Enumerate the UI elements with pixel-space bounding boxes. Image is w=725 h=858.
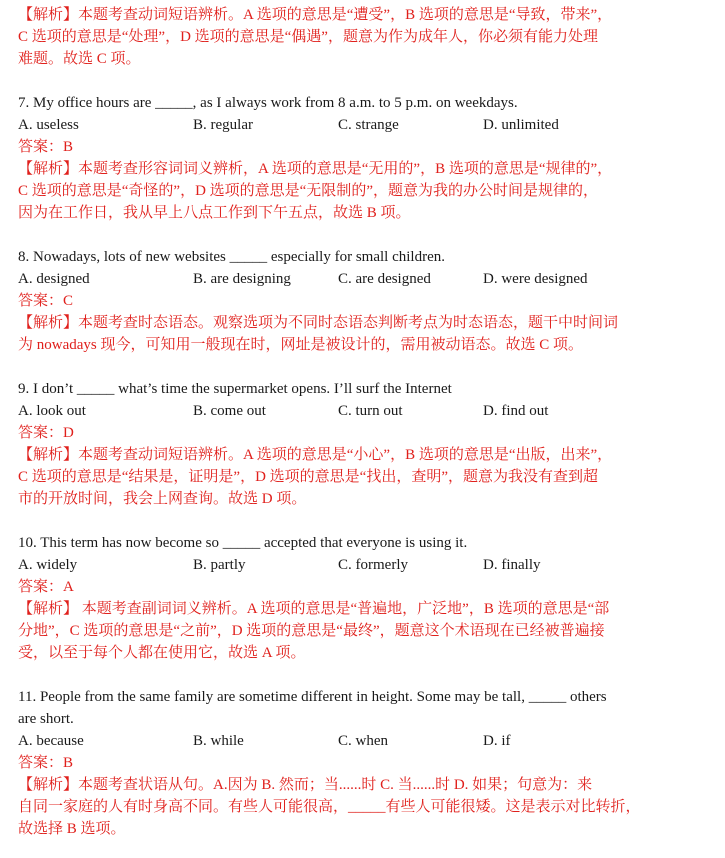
option-b: B. while — [193, 733, 244, 749]
option-a: A. useless — [18, 117, 79, 133]
answer-line: 答案：A — [18, 579, 74, 595]
option-b: B. partly — [193, 557, 246, 573]
options-row — [18, 730, 708, 752]
analysis-line: 分地”，C 选项的意思是“之前”，D 选项的意思是“最终”，题意这个术语现在已经被普遍接 — [18, 623, 605, 639]
option-d: D. finally — [483, 557, 541, 573]
analysis-line: 受，以至于每个人都在使用它，故选 A 项。 — [18, 645, 306, 661]
question-stem: 11. People from the same family are sometime different in height. Some may be tall, _____ others — [18, 689, 607, 705]
worksheet-page — [18, 4, 708, 840]
question-stem: 7. My office hours are _____, as I always work from 8 a.m. to 5 p.m. on weekdays. — [18, 95, 518, 111]
option-d: D. were designed — [483, 271, 588, 287]
analysis-line: 为 nowadays 现今，可知用一般现在时，网址是被设计的，需用被动语态。故选 C 项。 — [18, 337, 583, 353]
answer-line: 答案：B — [18, 139, 74, 155]
option-a: A. look out — [18, 403, 86, 419]
analysis-line: 【解析】本题考查形容词词义辨析，A 选项的意思是“无用的”，B 选项的意思是“规律的”， — [18, 161, 613, 177]
question-10 — [18, 532, 708, 664]
question-7 — [18, 92, 708, 224]
options-row — [18, 400, 708, 422]
analysis-line: C 选项的意思是“处理”，D 选项的意思是“偶遇”，题意为作为成年人，你必须有能力处理 — [18, 29, 598, 45]
analysis-line: 【解析】本题考查时态语态。观察选项为不同时态语态判断考点为时态语态，题干中时间词 — [18, 315, 619, 331]
answer-line: 答案：B — [18, 755, 74, 771]
option-c: C. strange — [338, 117, 399, 133]
option-c: C. are designed — [338, 271, 431, 287]
question-stem: 9. I don’t _____ what’s time the supermarket opens. I’ll surf the Internet — [18, 381, 452, 397]
option-d: D. if — [483, 733, 511, 749]
analysis-line: 市的开放时间，我会上网查询。故选 D 项。 — [18, 491, 307, 507]
option-c: C. when — [338, 733, 388, 749]
analysis-line: 故选择 B 选项。 — [18, 821, 126, 837]
analysis-line: C 选项的意思是“奇怪的”，D 选项的意思是“无限制的”，题意为我的办公时间是规律的， — [18, 183, 598, 199]
prev-analysis — [18, 4, 708, 70]
option-d: D. find out — [483, 403, 549, 419]
question-stem: 10. This term has now become so _____ accepted that everyone is using it. — [18, 535, 468, 551]
option-c: C. turn out — [338, 403, 403, 419]
analysis-line: 【解析】本题考查动词短语辨析。A 选项的意思是“小心”，B 选项的意思是“出版，出来”， — [18, 447, 613, 463]
options-row — [18, 114, 708, 136]
option-b: B. are designing — [193, 271, 291, 287]
option-a: A. designed — [18, 271, 90, 287]
question-stem: are short. — [18, 711, 74, 727]
analysis-line: 难题。故选 C 项。 — [18, 51, 141, 67]
analysis-line: C 选项的意思是“结果是，证明是”，D 选项的意思是“找出，查明”，题意为我没有查到超 — [18, 469, 598, 485]
option-c: C. formerly — [338, 557, 408, 573]
option-a: A. because — [18, 733, 84, 749]
analysis-line: 因为在工作日，我从早上八点工作到下午五点，故选 B 项。 — [18, 205, 411, 221]
analysis-line: 自同一家庭的人有时身高不同。有些人可能很高，_____有些人可能很矮。这是表示对比转折， — [18, 799, 641, 815]
options-row — [18, 554, 708, 576]
analysis-line: 【解析】本题考查动词短语辨析。A 选项的意思是“遭受”，B 选项的意思是“导致，带来”， — [18, 7, 613, 23]
question-8 — [18, 246, 708, 356]
option-b: B. regular — [193, 117, 253, 133]
options-row — [18, 268, 708, 290]
answer-line: 答案：C — [18, 293, 74, 309]
question-9 — [18, 378, 708, 510]
option-b: B. come out — [193, 403, 266, 419]
answer-line: 答案：D — [18, 425, 74, 441]
analysis-line: 【解析】 本题考查副词词义辨析。A 选项的意思是“普遍地，广泛地”，B 选项的意思是“部 — [18, 601, 610, 617]
question-stem: 8. Nowadays, lots of new websites _____ especially for small children. — [18, 249, 445, 265]
option-a: A. widely — [18, 557, 78, 573]
option-d: D. unlimited — [483, 117, 559, 133]
question-11 — [18, 686, 708, 840]
analysis-line: 【解析】本题考查状语从句。A.因为 B. 然而；当......时 C. 当......时 D. 如果；句意为：来 — [18, 777, 593, 793]
